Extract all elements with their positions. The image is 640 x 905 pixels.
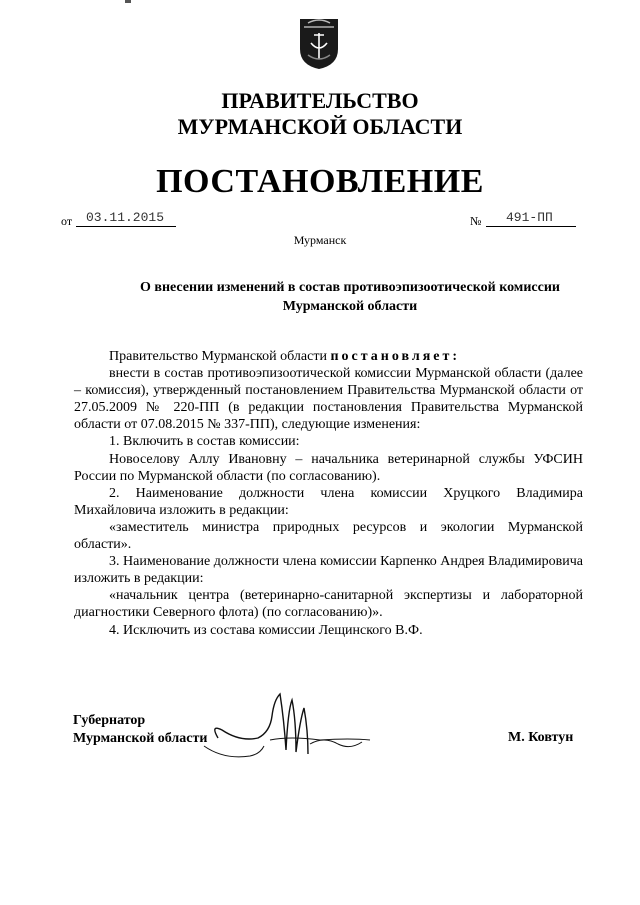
intro-paragraph xyxy=(74,348,583,365)
signatory-title xyxy=(73,712,207,748)
intro-text: Правительство Мурманской области xyxy=(109,349,331,364)
number-underline xyxy=(486,226,576,227)
coat-of-arms-icon xyxy=(296,15,342,71)
document-date: 03.11.2015 xyxy=(86,210,165,225)
item-2-text: «заместитель министра природных ресурсов и экологии Мурманской области». xyxy=(74,519,583,553)
handwritten-signature xyxy=(200,680,460,780)
date-underline xyxy=(76,226,176,227)
signatory-name: М. Ковтун xyxy=(508,730,574,745)
subject-line2: Мурманской области xyxy=(282,299,418,314)
item-2: 2. Наименование должности члена комиссии Хруцкого Владимира Михайловича изложить в редакции: xyxy=(74,485,583,518)
document-type-title: ПОСТАНОВЛЕНИЕ xyxy=(156,163,484,200)
subject-line1: О внесении изменений в состав противоэпизоотической комиссии xyxy=(140,280,560,295)
resolves-word: постановляет: xyxy=(330,349,461,364)
document-subject xyxy=(100,278,600,316)
signatory-title-line1: Губернатор xyxy=(73,713,146,728)
government-name-line2: МУРМАНСКОЙ ОБЛАСТИ xyxy=(177,114,463,139)
item-3-text: «начальник центра (ветеринарно-санитарной экспертизы и лабораторной диагностики Северного флота) (по согласованию)». xyxy=(74,588,583,621)
date-prefix: от xyxy=(61,214,73,228)
signatory-title-line2: Мурманской области xyxy=(73,731,208,746)
document-body xyxy=(74,348,583,639)
item-4: 4. Исключить из состава комиссии Лещинского В.Ф. xyxy=(109,622,423,638)
government-name-line1: ПРАВИТЕЛЬСТВО xyxy=(221,88,419,113)
item-1-text: Новоселову Аллу Ивановну – начальника ветеринарной службы УФСИН России по Мурманской области (по согласованию). xyxy=(74,451,583,484)
scan-mark xyxy=(125,0,131,3)
paragraph-main: внести в состав противоэпизоотической комиссии Мурманской области (далее – комиссия), утвержденный постановлением Правительства Мурманской области от 27.05.2009 № 220-ПП (в редакции постановления Правительства Мурманской области от 07.08.2015 № 337-ПП), следующие изменения: xyxy=(74,366,583,433)
item-3: 3. Наименование должности члена комиссии Карпенко Андрея Владимировича изложить в редакции: xyxy=(74,554,583,587)
city-name: Мурманск xyxy=(293,233,347,247)
item-1: 1. Включить в состав комиссии: xyxy=(109,434,300,450)
document-number: 491-ПП xyxy=(506,210,553,225)
number-prefix: № xyxy=(470,214,482,228)
